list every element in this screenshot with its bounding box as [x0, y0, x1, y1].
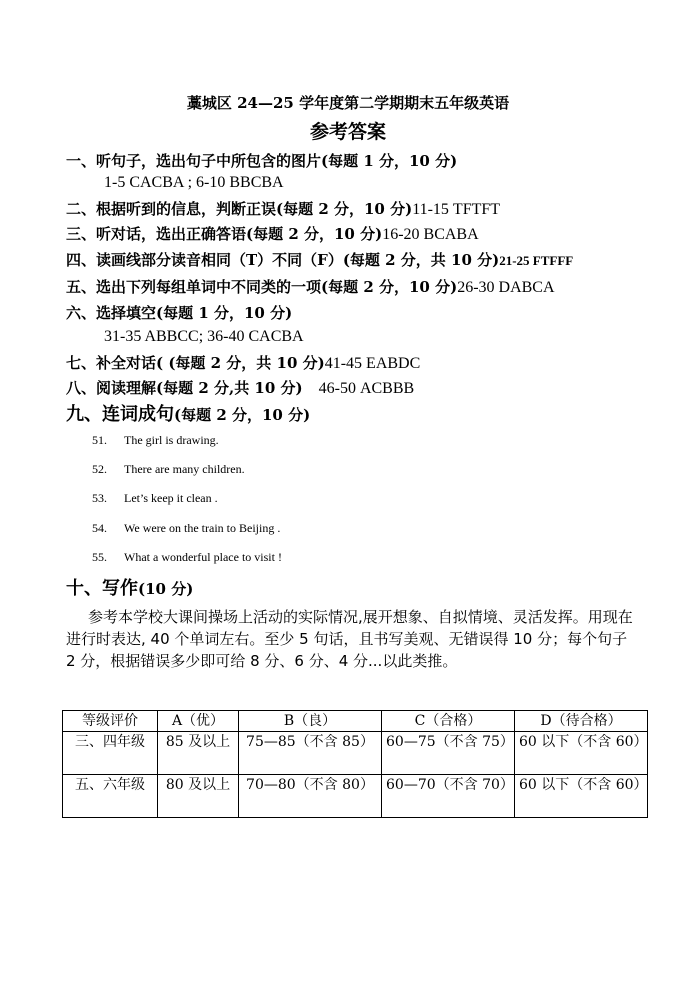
- sentence-item: [92, 521, 280, 536]
- section-answer: 41-45 EABDC: [324, 355, 421, 372]
- section-heading: 四、读画线部分读音相同（T）不同（F）(每题 2 分，共 10 分): [66, 251, 500, 269]
- section-answer: 26-30 DABCA: [457, 279, 555, 296]
- sentence-number: 53.: [92, 491, 107, 505]
- section-heading-small: (10 分): [138, 580, 194, 598]
- section-9-heading: [66, 400, 310, 426]
- writing-instructions: 参考本学校大课间操场上活动的实际情况,展开想象、自拟情境、灵活发挥。用现在进行时表达, 40 个单词左右。至少 5 句话，且书写美观、无错误得 10 分；每个句子 2 分，根据错误多少即可给 8 分、6 分、4 分...以此类推。: [66, 608, 633, 670]
- table-header-cell: B（良）: [239, 711, 382, 732]
- sentence-item: [92, 550, 282, 565]
- section-answer: 21-25 FTFFF: [499, 253, 574, 268]
- sentence-text: Let’s keep it clean .: [124, 491, 218, 505]
- table-cell: 60 以下（不含 60）: [515, 732, 648, 775]
- table-header-cell: 等级评价: [63, 711, 158, 732]
- sentence-number: 54.: [92, 521, 107, 535]
- section-1-heading: [66, 150, 457, 171]
- table-cell: 80 及以上: [158, 775, 239, 818]
- grading-table: [62, 710, 648, 818]
- section-heading: 八、阅读理解(每题 2 分,共 10 分): [66, 379, 303, 397]
- section-4-line: [66, 249, 573, 270]
- sentence-number: 51.: [92, 433, 107, 447]
- sentence-item: [92, 491, 218, 506]
- section-heading: 七、补全对话( (每题 2 分，共 10 分): [66, 354, 325, 372]
- sentence-text: What a wonderful place to visit !: [124, 550, 282, 564]
- table-cell: 60—70（不含 70）: [382, 775, 515, 818]
- section-2-line: [66, 198, 500, 219]
- table-row: [63, 775, 648, 818]
- table-row: [63, 732, 648, 775]
- section-8-line: [66, 377, 414, 398]
- section-10-heading: [66, 574, 193, 600]
- section-6-heading: [66, 302, 292, 323]
- section-heading: 五、选出下列每组单词中不同类的一项(每题 2 分，10 分): [66, 278, 458, 296]
- section-answer: 11-15 TFTFT: [412, 201, 501, 218]
- section-5-line: [66, 276, 555, 297]
- table-header-cell: D（待合格）: [515, 711, 648, 732]
- section-heading: 六、选择填空(每题 1 分，10 分): [66, 304, 293, 322]
- table-cell: 75—85（不含 85）: [239, 732, 382, 775]
- section-3-line: [66, 223, 479, 244]
- sentence-text: There are many children.: [124, 462, 245, 476]
- section-answer: 16-20 BCABA: [382, 226, 479, 243]
- sentence-text: We were on the train to Beijing .: [124, 521, 281, 535]
- table-header-row: [63, 711, 648, 732]
- section-heading: 一、听句子，选出句子中所包含的图片(每题 1 分，10 分): [66, 152, 458, 170]
- document-subtitle: 参考答案: [309, 121, 386, 143]
- section-heading-large: 九、连词成句: [66, 404, 174, 425]
- sentence-number: 55.: [92, 550, 107, 564]
- section-6-answer: 31-35 ABBCC; 36-40 CACBA: [104, 328, 304, 345]
- table-cell: 60 以下（不含 60）: [515, 775, 648, 818]
- section-heading: 三、听对话，选出正确答语(每题 2 分，10 分): [66, 225, 383, 243]
- section-7-line: [66, 352, 420, 373]
- sentence-number: 52.: [92, 462, 107, 476]
- section-heading: 二、根据听到的信息，判断正误(每题 2 分，10 分): [66, 200, 413, 218]
- table-cell: 60—75（不含 75）: [382, 732, 515, 775]
- section-heading-small: (每题 2 分，10 分): [174, 406, 311, 424]
- table-header-cell: C（合格）: [382, 711, 515, 732]
- table-cell: 85 及以上: [158, 732, 239, 775]
- section-heading-large: 十、写作: [66, 578, 138, 599]
- table-cell: 70—80（不含 80）: [239, 775, 382, 818]
- table-cell: 三、四年级: [63, 732, 158, 775]
- section-answer: 46-50 ACBBB: [302, 380, 415, 397]
- sentence-item: [92, 462, 245, 477]
- sentence-text: The girl is drawing.: [124, 433, 219, 447]
- sentence-item: [92, 433, 219, 448]
- document-title: 藁城区 24—25 学年度第二学期期末五年级英语: [186, 94, 510, 112]
- table-cell: 五、六年级: [63, 775, 158, 818]
- table-header-cell: A（优）: [158, 711, 239, 732]
- section-1-answer: 1-5 CACBA ; 6-10 BBCBA: [104, 174, 284, 191]
